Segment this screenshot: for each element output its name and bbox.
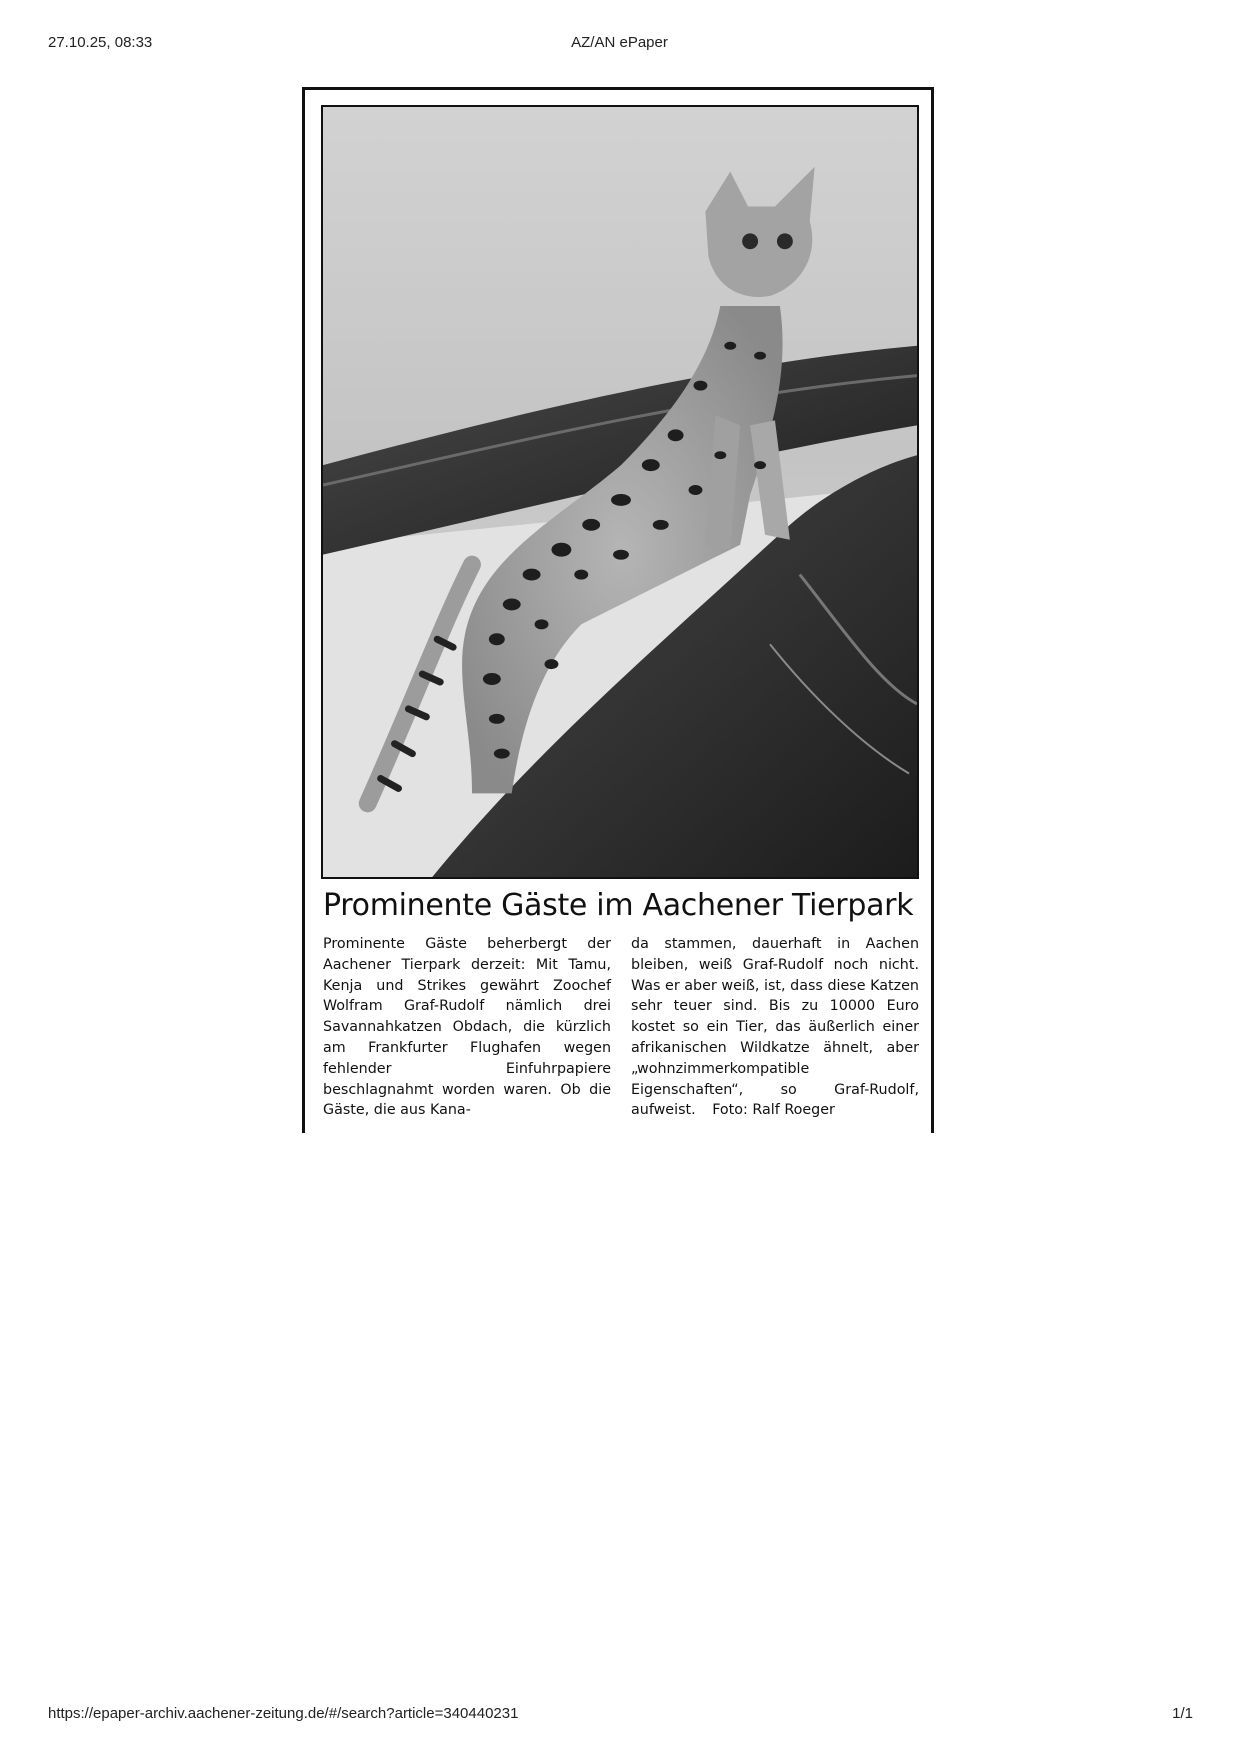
article-headline: Prominente Gäste im Aachener Tierpark xyxy=(323,888,914,923)
photo-credit: Foto: Ralf Roeger xyxy=(712,1102,835,1119)
print-page-number: 1/1 xyxy=(1172,1705,1193,1722)
print-datetime: 27.10.25, 08:33 xyxy=(48,34,153,51)
print-url: https://epaper-archiv.aachener-zeitung.de/#/search?article=340440231 xyxy=(48,1705,519,1722)
article-column-2 xyxy=(631,934,919,1121)
newspaper-clipping xyxy=(302,87,934,1133)
print-page-title: AZ/AN ePaper xyxy=(571,34,668,51)
article-body xyxy=(323,934,919,1121)
article-column-2-text: da stammen, dauerhaft in Aachen bleiben, weiß Graf-Rudolf noch nicht. Was er aber weiß, ist, dass diese Katzen sehr teuer sind. Bis zu 10000 Euro kostet so ein Tier, das äußerlich einer afrikanischen Wildkatze ähnelt, aber „wohnzimmerkompatible Eigenschaften“, so Graf-Rudolf, aufweist. xyxy=(631,936,919,1119)
article-column-1: Prominente Gäste beherbergt der Aachener Tierpark derzeit: Mit Tamu, Kenja und Strikes gewährt Zoochef Wolfram Graf-Rudolf nämlich drei Savannahkatzen Obdach, die kürzlich am Frankfurter Flughafen wegen fehlender Einfuhrpapiere beschlagnahmt worden waren. Ob die Gäste, die aus Kana- xyxy=(323,936,611,1119)
article-photo xyxy=(321,105,919,879)
